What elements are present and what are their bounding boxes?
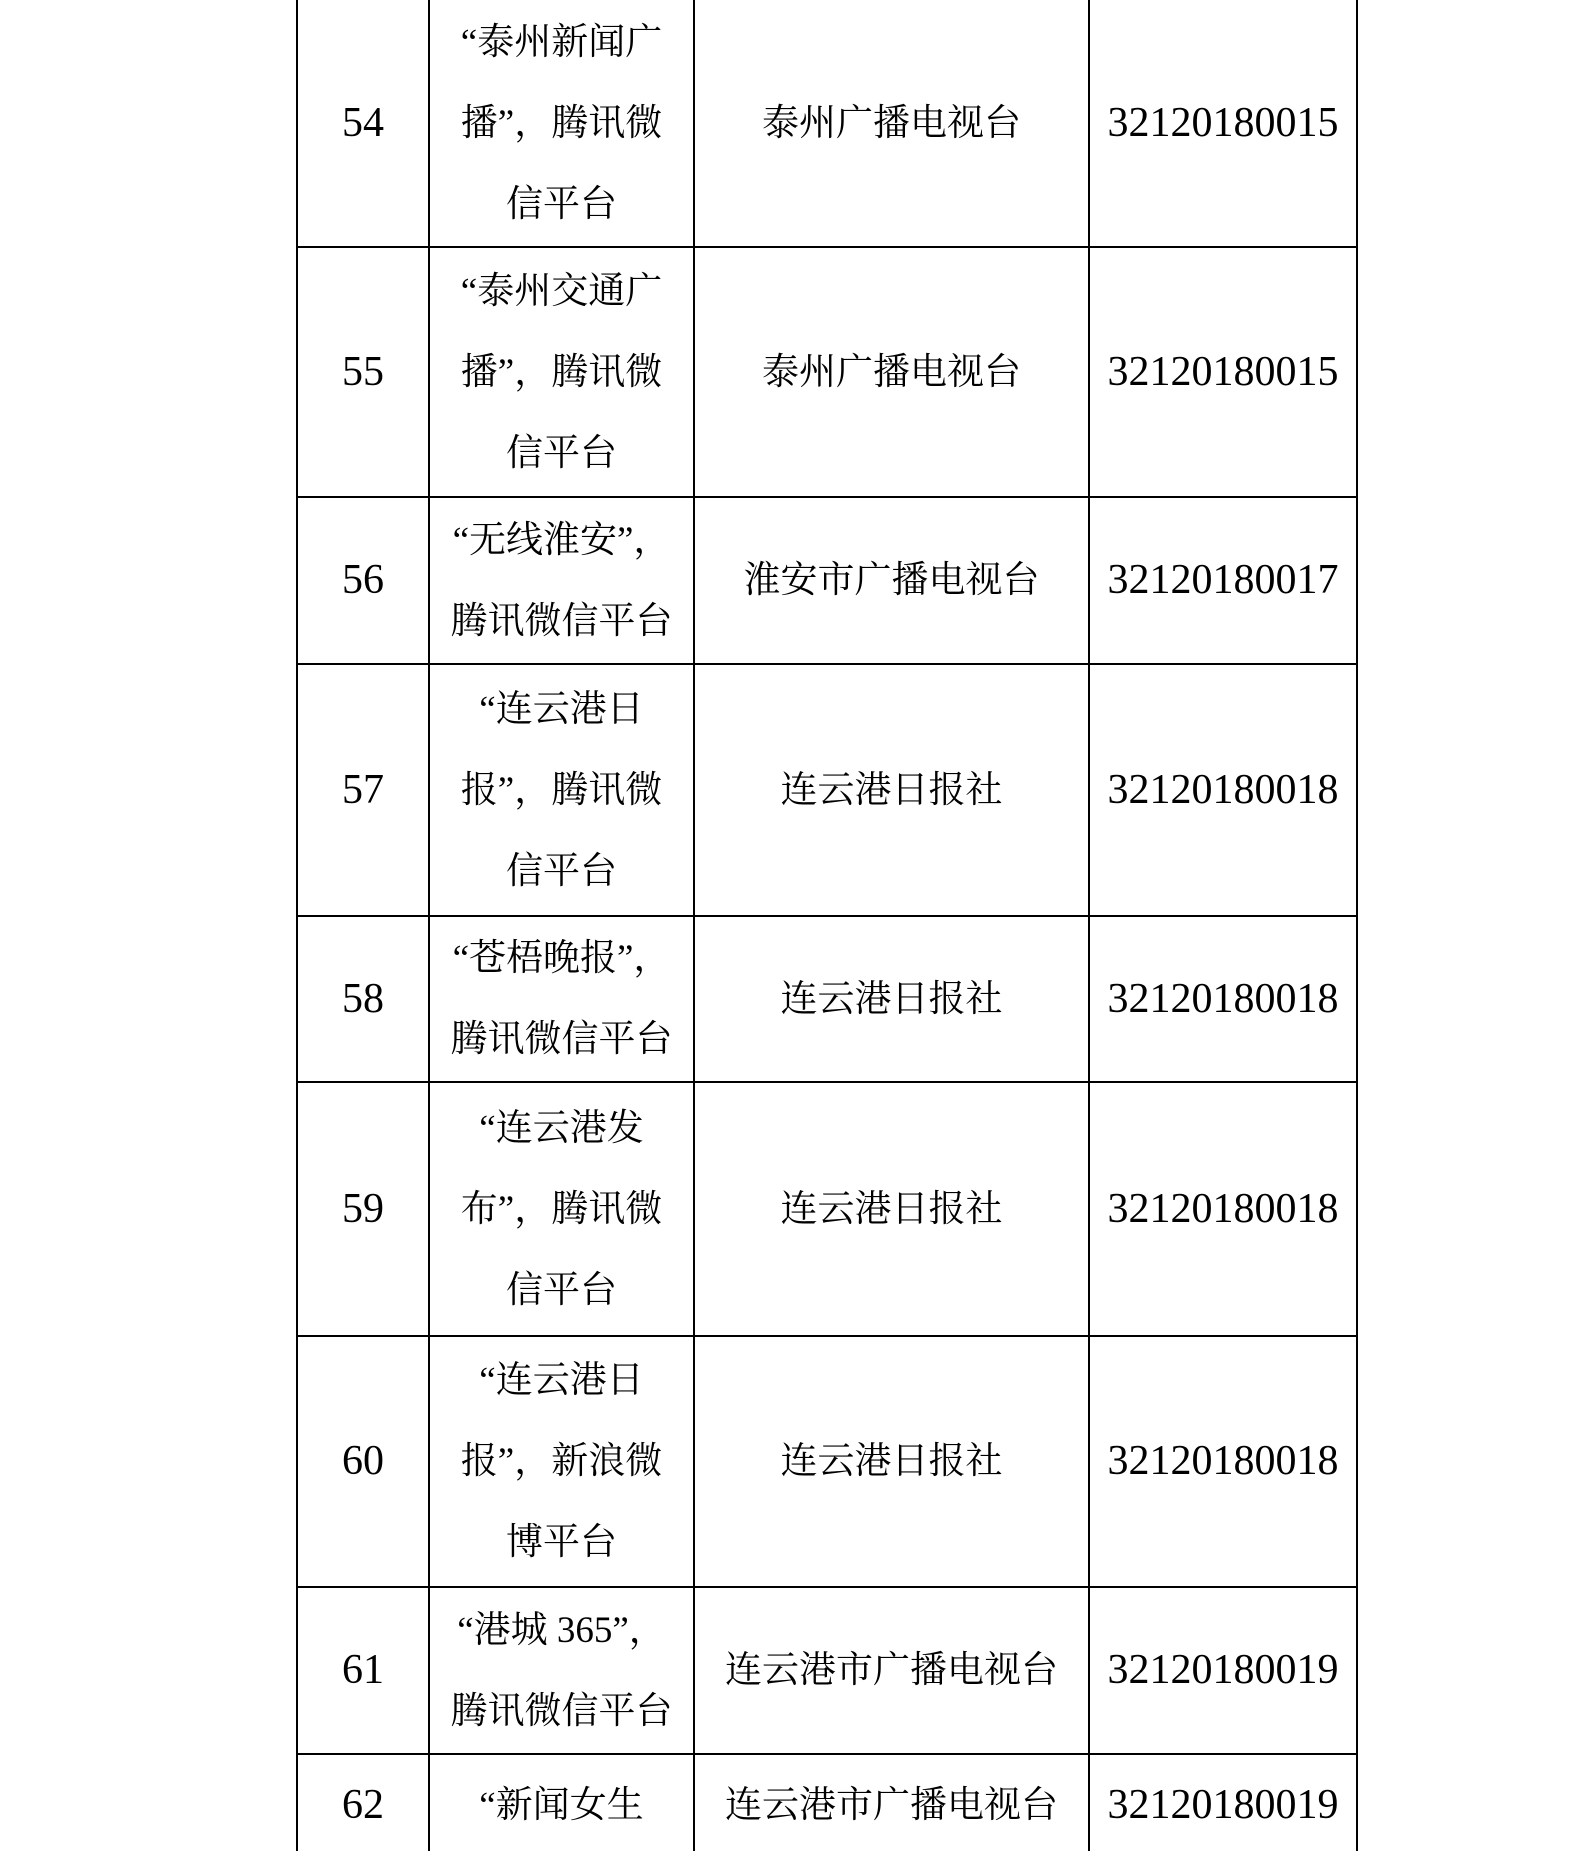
platform-name-line: 布”，腾讯微 [460,1188,663,1230]
table-row [298,498,1356,665]
license-number-text: 32120180017 [1107,557,1339,603]
table-row [298,1083,1356,1337]
cell-organizer [695,1755,1090,1851]
cell-row-number [298,248,430,496]
cell-platform-name [430,1337,695,1586]
organizer-text: 连云港日报社 [780,769,1003,811]
platform-name-line: “连云港发 [479,1107,644,1149]
row-number: 56 [342,557,384,603]
organizer-text: 连云港市广播电视台 [725,1650,1058,1691]
table-row [298,1755,1356,1851]
license-number-text: 32120180015 [1107,99,1339,146]
cell-organizer [695,0,1090,246]
license-number-text: 32120180019 [1107,1647,1339,1693]
platform-name-line: “连云港日 [479,1360,644,1401]
platform-name-line: 信平台 [506,432,617,474]
cell-platform-name [430,248,695,496]
platform-name-line: 播”，腾讯微 [460,102,663,144]
cell-license-number [1090,1337,1356,1586]
platform-name-line: 腾讯微信平台 [450,1019,673,1060]
table-row [298,917,1356,1083]
row-number: 58 [342,975,384,1022]
cell-organizer [695,917,1090,1081]
license-table [296,0,1358,1851]
cell-license-number [1090,1083,1356,1335]
row-number: 59 [342,1185,384,1232]
cell-row-number [298,1337,430,1586]
platform-name-line: 播”，腾讯微 [460,351,663,393]
platform-name-line: 报”，新浪微 [460,1441,663,1482]
cell-platform-name [430,0,695,246]
platform-name-line: “泰州新闻广 [460,21,663,63]
cell-license-number [1090,248,1356,496]
organizer-text: 连云港市广播电视台 [725,1785,1058,1826]
cell-organizer [695,248,1090,496]
row-number: 61 [342,1647,384,1693]
cell-organizer [695,1337,1090,1586]
table-row [298,665,1356,917]
row-number: 60 [342,1438,384,1484]
cell-license-number [1090,498,1356,663]
cell-row-number [298,1755,430,1851]
platform-name-line: 博平台 [506,1522,617,1563]
cell-platform-name [430,665,695,915]
cell-platform-name [430,1083,695,1335]
platform-name-line: 腾讯微信平台 [450,600,673,642]
license-number-text: 32120180018 [1107,1185,1339,1232]
license-number-text: 32120180018 [1107,766,1339,813]
cell-platform-name [430,1588,695,1753]
organizer-text: 连云港日报社 [780,978,1003,1020]
cell-row-number [298,1083,430,1335]
row-number: 62 [342,1782,384,1828]
license-number-text: 32120180015 [1107,348,1339,395]
organizer-text: 连云港日报社 [780,1441,1003,1482]
platform-name-line: “连云港日 [479,688,644,730]
cell-row-number [298,665,430,915]
license-number-text: 32120180018 [1107,975,1339,1022]
row-number: 54 [342,99,384,146]
table-row [298,1588,1356,1755]
cell-row-number [298,917,430,1081]
organizer-text: 泰州广播电视台 [762,102,1021,144]
license-number-text: 32120180018 [1107,1438,1339,1484]
cell-license-number [1090,917,1356,1081]
table-row [298,1337,1356,1588]
platform-name-line: 信平台 [506,183,617,225]
cell-license-number [1090,1588,1356,1753]
cell-organizer [695,1588,1090,1753]
cell-organizer [695,498,1090,663]
organizer-text: 淮安市广播电视台 [743,560,1040,601]
row-number: 55 [342,348,384,395]
cell-organizer [695,1083,1090,1335]
platform-name-line: “无线淮安”， [452,519,671,561]
platform-name-line: “泰州交通广 [460,270,663,312]
organizer-text: 泰州广播电视台 [762,351,1021,393]
cell-license-number [1090,0,1356,246]
cell-organizer [695,665,1090,915]
platform-name-line: “港城 365”， [457,1609,666,1651]
platform-name-line: “新闻女生 [479,1785,644,1826]
platform-name-line: 信平台 [506,850,617,892]
row-number: 57 [342,766,384,813]
cell-platform-name [430,917,695,1081]
cell-row-number [298,0,430,246]
cell-row-number [298,1588,430,1753]
platform-name-line: 信平台 [506,1269,617,1311]
organizer-text: 连云港日报社 [780,1188,1003,1230]
platform-name-line: 腾讯微信平台 [450,1690,673,1732]
cell-row-number [298,498,430,663]
license-number-text: 32120180019 [1107,1782,1339,1828]
table-row [298,248,1356,498]
cell-license-number [1090,665,1356,915]
platform-name-line: 报”，腾讯微 [460,769,663,811]
cell-platform-name [430,1755,695,1851]
table-row [298,0,1356,248]
cell-license-number [1090,1755,1356,1851]
cell-platform-name [430,498,695,663]
platform-name-line: “苍梧晚报”， [452,938,671,979]
